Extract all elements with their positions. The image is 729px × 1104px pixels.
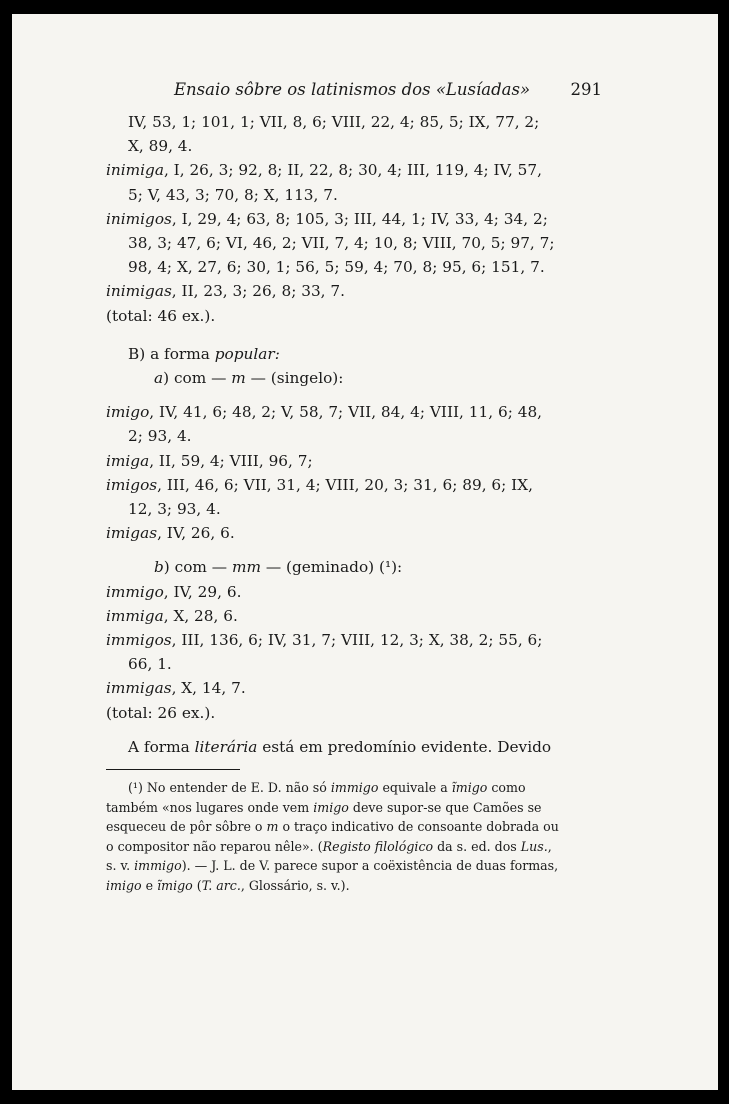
paragraph-gap (106, 545, 602, 555)
text-line (106, 652, 602, 676)
text-line (106, 521, 602, 545)
running-head-title: Ensaio sôbre os latinismos dos «Lusíadas» (174, 80, 531, 99)
text-run: , II, 59, 4; VIII, 96, 7; (149, 451, 313, 470)
text-run: 38, 3; 47, 6; VI, 46, 2; VII, 7, 4; 10, 8; VIII, 70, 5; 97, 7; (128, 234, 555, 253)
text-run: , II, 23, 3; 26, 8; 33, 7. (171, 282, 345, 301)
italic-run: inimigos (106, 209, 172, 228)
italic-run: m (231, 369, 246, 388)
italic-run: T. arc. (201, 877, 241, 893)
italic-run: inimigas (106, 282, 172, 301)
text-run: IV, 53, 1; 101, 1; VII, 8, 6; VIII, 22, 4; 85, 5; IX, 77, 2; (128, 113, 540, 131)
italic-run: immigas (106, 679, 172, 698)
text-line (106, 735, 602, 759)
italic-run: a (154, 369, 164, 388)
text-line (106, 449, 602, 473)
text-line (106, 366, 602, 390)
text-line (106, 497, 602, 521)
text-line (106, 158, 602, 182)
text-run: (¹) No entender de E. D. não só (128, 780, 331, 796)
footnote-line (106, 798, 602, 818)
text-run: da s. ed. dos (433, 838, 521, 854)
text-run: s. v. (106, 858, 135, 874)
text-run: X, 89, 4. (128, 137, 193, 156)
italic-run: immigo (134, 858, 182, 874)
text-run: o traço indicativo de consoante dobrada ou (278, 819, 559, 835)
text-line (106, 183, 602, 207)
text-run: 66, 1. (128, 655, 172, 674)
italic-run: b (154, 558, 164, 577)
text-line (106, 555, 602, 579)
footnote-line (106, 837, 602, 857)
text-run: o compositor não reparou nêle». ( (106, 838, 323, 854)
italic-run: Lus. (520, 838, 548, 854)
text-line (106, 110, 602, 134)
italic-run: inimiga (106, 161, 164, 180)
italic-run: Registo filológico (322, 838, 434, 854)
text-run: , X, 14, 7. (171, 679, 246, 698)
running-head (106, 80, 602, 110)
text-run: deve supor-se que Camões se (348, 799, 542, 815)
italic-run: mm (231, 558, 261, 577)
text-run: também «nos lugares onde vem (106, 799, 314, 815)
text-run: , III, 136, 6; IV, 31, 7; VIII, 12, 3; X, 38, 2; 55, 6; (171, 631, 543, 650)
page-number: 291 (570, 80, 602, 99)
text-line (106, 400, 602, 424)
text-run: A forma (128, 737, 195, 756)
italic-run: ĩmigo (157, 877, 193, 893)
footnote-rule (106, 769, 240, 770)
italic-run: literária (194, 737, 258, 756)
text-run: ( (192, 877, 202, 893)
italic-run: immigos (106, 631, 172, 650)
text-run: B) a forma (128, 344, 215, 363)
paragraph-gap (106, 390, 602, 400)
text-run: 12, 3; 93, 4. (128, 500, 221, 519)
text-run: ) com — (163, 369, 232, 388)
text-run: , IV, 26, 6. (157, 524, 235, 543)
text-line (106, 255, 602, 279)
text-line (106, 628, 602, 652)
text-run: 5; V, 43, 3; 70, 8; X, 113, 7. (128, 185, 338, 204)
text-run: 98, 4; X, 27, 6; 30, 1; 56, 5; 59, 4; 70, 8; 95, 6; 151, 7. (128, 258, 545, 277)
book-page (106, 80, 602, 895)
text-run: , (547, 838, 552, 854)
text-run: ) com — (163, 558, 232, 577)
text-run: esqueceu de pôr sôbre o (106, 819, 267, 835)
text-line (106, 604, 602, 628)
italic-run: imigo (106, 877, 142, 893)
text-run: , I, 26, 3; 92, 8; II, 22, 8; 30, 4; III, 119, 4; IV, 57, (163, 161, 542, 180)
text-line (106, 231, 602, 255)
text-run: , I, 29, 4; 63, 8; 105, 3; III, 44, 1; IV, 33, 4; 34, 2; (171, 209, 548, 228)
text-line (106, 676, 602, 700)
italic-run: ĩmigo (451, 780, 488, 796)
text-run: ). — J. L. de V. parece supor a coëxistência de duas formas, (181, 858, 559, 874)
italic-run: imiga (106, 451, 150, 470)
text-line (106, 580, 602, 604)
footnote-line (106, 778, 602, 798)
footnote-line (106, 817, 602, 837)
italic-run: immigo (330, 780, 379, 796)
text-run: (total: 46 ex.). (106, 306, 216, 325)
text-run: , IV, 29, 6. (163, 582, 242, 601)
text-run: , IV, 41, 6; 48, 2; V, 58, 7; VII, 84, 4; VIII, 11, 6; 48, (149, 403, 543, 422)
text-run: , III, 46, 6; VII, 31, 4; VIII, 20, 3; 31, 6; 89, 6; IX, (157, 475, 533, 494)
text-run: , Glossário, s. v.). (240, 877, 350, 893)
italic-run: imigas (106, 524, 158, 543)
text-run: , X, 28, 6. (163, 606, 238, 625)
text-line (106, 304, 602, 328)
italic-run: popular: (214, 344, 280, 363)
text-line (106, 424, 602, 448)
text-run: 2; 93, 4. (128, 427, 192, 446)
italic-run: imigo (106, 403, 150, 422)
text-line (106, 134, 602, 158)
paragraph-gap (106, 328, 602, 342)
page-scan (12, 14, 718, 1090)
italic-run: immigo (106, 582, 164, 601)
text-line (106, 473, 602, 497)
text-run: — (singelo): (245, 369, 344, 388)
italic-run: imigo (313, 799, 349, 815)
text-line (106, 279, 602, 303)
text-run: (total: 26 ex.). (106, 703, 216, 722)
body-text (106, 110, 602, 759)
text-line (106, 342, 602, 366)
italic-run: immiga (106, 606, 164, 625)
text-run: como (487, 780, 526, 796)
footnote-line (106, 856, 602, 876)
text-run: e (141, 877, 158, 893)
italic-run: imigos (106, 475, 158, 494)
footnote (106, 778, 602, 895)
text-run: — (geminado) (¹): (260, 558, 403, 577)
italic-run: m (266, 819, 279, 835)
text-line (106, 207, 602, 231)
text-run: equivale a (378, 780, 452, 796)
text-line (106, 701, 602, 725)
paragraph-gap (106, 725, 602, 735)
footnote-line (106, 876, 602, 896)
text-run: está em predomínio evidente. Devido (257, 737, 552, 756)
